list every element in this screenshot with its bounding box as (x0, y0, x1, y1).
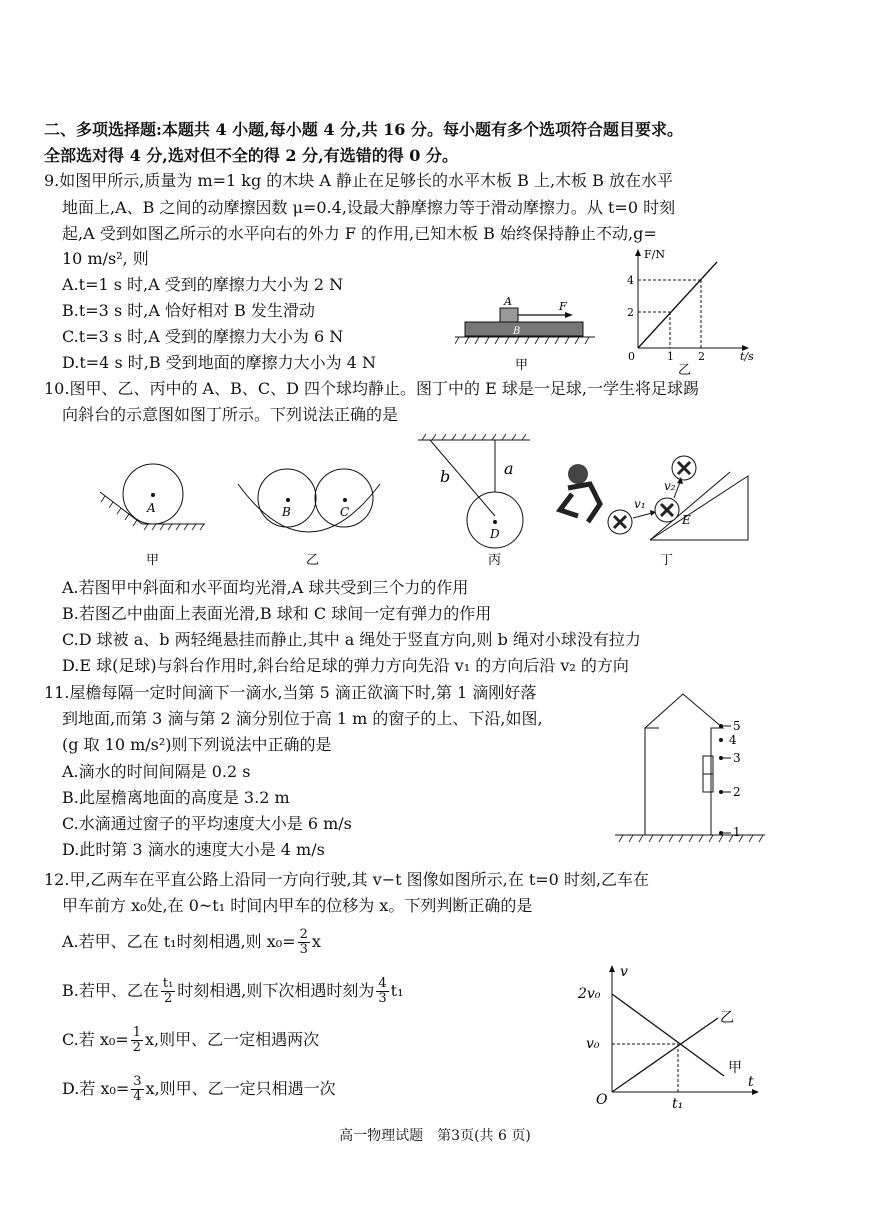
drop-label-1: 1 (733, 825, 741, 839)
label-f: F (559, 300, 567, 313)
q10-stem-2: 向斜台的示意图如图丁所示。下列说法正确的是 (62, 405, 399, 424)
q12-stem-2: 甲车前方 x₀处,在 0~t₁ 时间内甲车的位移为 x。下列判断正确的是 (62, 896, 533, 915)
q10-stem-1: 10.图甲、乙、丙中的 A、B、C、D 四个球均静止。图丁中的 E 球是一足球,一学生将足球踢 (44, 379, 699, 398)
tick-2v0: 2v₀ (578, 986, 601, 1002)
caption-jia: 甲 (515, 358, 529, 372)
label-v2: v₂ (664, 479, 676, 493)
tick-x-1: 1 (667, 350, 674, 363)
q11-option-b: B.此屋檐离地面的高度是 3.2 m (62, 788, 290, 807)
q12-option-b: B.若甲、乙在 $\frac{\text{t₁}}{2}$ 时刻相遇,则下次相遇时刻为 $\frac{4}{3}$ t₁ (62, 976, 404, 1006)
axis-label-f: F/N (644, 248, 665, 261)
label-C: C (340, 505, 350, 519)
q10-figures (90, 432, 790, 577)
q9-option-d: D.t=4 s 时,B 受到地面的摩擦力大小为 4 N (62, 353, 377, 372)
label-D: D (490, 527, 500, 541)
label-A: A (147, 501, 156, 515)
q9-stem-3: 起,A 受到如图乙所示的水平向右的外力 F 的作用,已知木板 B 始终保持静止不动,g= (62, 224, 657, 243)
caption-yi: 乙 (678, 363, 692, 378)
q11-option-a: A.滴水的时间间隔是 0.2 s (62, 762, 251, 781)
fraction: $\frac{4}{3}$ (378, 976, 387, 1006)
q10-option-c: C.D 球被 a、b 两轻绳悬挂而静止,其中 a 绳处于竖直方向,则 b 绳对小球没有拉力 (62, 630, 641, 649)
q12-option-a (62, 926, 321, 958)
q12-stem-1: 12.甲,乙两车在平直公路上沿同一方向行驶,其 v−t 图像如图所示,在 t=0 时刻,乙车在 (44, 870, 650, 889)
tick-v0: v₀ (586, 1036, 600, 1052)
drop-label-2: 2 (733, 785, 741, 799)
axis-label-t: t (748, 1074, 754, 1090)
section-header-line-2: 全部选对得 4 分,选对但不全的得 2 分,有选错的得 0 分。 (44, 146, 458, 165)
q9-figure-yi (622, 244, 762, 379)
q9-option-a: A.t=1 s 时,A 受到的摩擦力大小为 2 N (62, 275, 344, 294)
q9-stem-2: 地面上,A、B 之间的动摩擦因数 μ=0.4,设最大静摩擦力等于滑动摩擦力。从 t=0 时刻 (62, 198, 676, 217)
drop-label-3: 3 (733, 751, 741, 765)
caption-bing: 丙 (488, 553, 502, 568)
q9-stem-1: 9.如图甲所示,质量为 m=1 kg 的木块 A 静止在足够长的水平木板 B 上,木板 B 放在水平 (44, 171, 673, 190)
q11-option-d: D.此时第 3 滴水的速度大小是 4 m/s (62, 840, 325, 859)
fig-ding (560, 456, 748, 568)
q11-stem-1: 11.屋檐每隔一定时间滴下一滴水,当第 5 滴正欲滴下时,第 1 滴刚好落 (44, 683, 537, 702)
fig-yi (238, 469, 380, 568)
tick-y-2: 2 (627, 306, 634, 319)
q11-house-figure (615, 690, 775, 850)
q9-option-c: C.t=3 s 时,A 受到的摩擦力大小为 6 N (62, 327, 344, 346)
label-a: A (504, 295, 512, 308)
fig-bing (418, 434, 530, 568)
label-b: B (513, 326, 521, 337)
line-label-jia: 甲 (728, 1060, 742, 1076)
fraction: $\frac{3}{4}$ (133, 1074, 142, 1104)
tick-y-4: 4 (627, 274, 634, 287)
page-footer: 高一物理试题 第3页(共 6 页) (339, 1128, 531, 1144)
q10-option-b: B.若图乙中曲面上表面光滑,B 球和 C 球间一定有弹力的作用 (62, 604, 492, 623)
q11-stem-2: 到地面,而第 3 滴与第 2 滴分别位于高 1 m 的窗子的上、下沿,如图, (62, 709, 543, 728)
axis-label-t: t/s (740, 350, 754, 363)
q11-option-c: C.水滴通过窗子的平均速度大小是 6 m/s (62, 814, 352, 833)
q12-option-d: D.若 x₀= $\frac{3}{4}$ x,则甲、乙一定只相遇一次 (62, 1074, 336, 1104)
axis-label-v: v (620, 964, 628, 980)
label-a: a (504, 459, 514, 478)
caption-jia: 甲 (146, 553, 160, 568)
drop-label-5: 5 (733, 719, 741, 733)
label-b: b (440, 467, 451, 486)
fig-jia (100, 464, 205, 568)
fraction: $\frac{1}{2}$ (132, 1025, 141, 1055)
origin-label: 0 (628, 350, 635, 363)
q10-option-a: A.若图甲中斜面和水平面均光滑,A 球共受到三个力的作用 (62, 578, 469, 597)
tick-t1: t₁ (672, 1096, 684, 1112)
q12-vt-graph (576, 960, 766, 1115)
origin-label: O (596, 1092, 608, 1108)
q12-option-a-post: x (311, 932, 321, 951)
line-label-yi: 乙 (720, 1010, 734, 1026)
q9-option-b: B.t=3 s 时,A 恰好相对 B 发生滑动 (62, 301, 315, 320)
q9-stem-4: 10 m/s², 则 (62, 249, 149, 268)
section-header-line-1: 二、多项选择题:本题共 4 小题,每小题 4 分,共 16 分。每小题有多个选项符合题目要求。 (44, 120, 684, 139)
fraction: $\frac{\text{t₁}}{2}$ (162, 976, 174, 1006)
fraction: $\frac{2}{3}$ (299, 927, 308, 957)
q10-option-d: D.E 球(足球)与斜台作用时,斜台给足球的弹力方向先沿 v₁ 的方向后沿 v₂ 的方向 (62, 656, 629, 675)
label-B: B (282, 505, 291, 519)
label-E: E (682, 513, 691, 527)
q11-stem-3: (g 取 10 m/s²)则下列说法中正确的是 (62, 735, 332, 754)
tick-x-2: 2 (698, 350, 705, 363)
q12-option-a-pre: A.若甲、乙在 t₁时刻相遇,则 x₀= (62, 932, 296, 951)
q9-figure-jia (455, 292, 605, 372)
label-v1: v₁ (634, 497, 646, 511)
caption-ding: 丁 (660, 553, 674, 568)
q12-option-c: C.若 x₀= $\frac{1}{2}$ x,则甲、乙一定相遇两次 (62, 1025, 320, 1055)
caption-yi: 乙 (306, 553, 320, 568)
drop-label-4: 4 (729, 733, 737, 747)
